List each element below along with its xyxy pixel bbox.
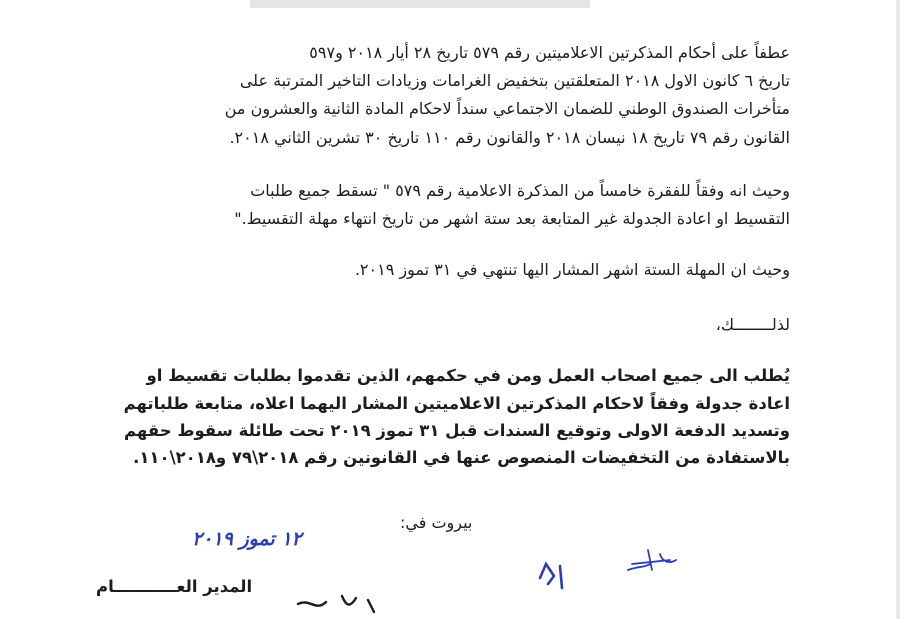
paragraph-line: تاريخ ٦ كانون الاول ٢٠١٨ المتعلقتين بتخفيض الغرامات وزيادات التاخير المترتبة على — [239, 71, 790, 90]
paragraph-line: القانون رقم ٧٩ تاريخ ١٨ نيسان ٢٠١٨ والقانون رقم ١١٠ تاريخ ٣٠ تشرين الثاني ٢٠١٨. — [229, 128, 790, 147]
request-line: بالاستفادة من التخفيضات المنصوص عنها في القانونين رقم ٢٠١٨\٧٩ و٢٠١٨\١١٠. — [133, 448, 790, 467]
signature-marks — [520, 540, 880, 619]
request-line: يُطلب الى جميع اصحاب العمل ومن في حكمهم، الذين تقدموا بطلبات تقسيط او — [146, 366, 790, 385]
paragraph-line: متأخرات الصندوق الوطني للضمان الاجتماعي سنداً لاحكام المادة الثانية والعشرون من — [224, 99, 790, 118]
signature-scribble — [290, 586, 400, 619]
paragraph-line: وحيث ان المهلة الستة اشهر المشار اليها تنتهي في ٣١ تموز ٢٠١٩. — [354, 260, 790, 279]
paragraph-line: وحيث انه وفقاً للفقرة خامساً من المذكرة الاعلامية رقم ٥٧٩ " تسقط جميع طلبات — [250, 181, 790, 200]
request-line: اعادة جدولة وفقاً لاحكام المذكرتين الاعلاميتين المشار اليهما اعلاه، متابعة طلباتهم — [123, 394, 790, 413]
handwritten-date: ١٢ تموز ٢٠١٩ — [192, 528, 302, 550]
scan-artifact — [250, 0, 590, 8]
director-label: المدير العـــــــــــام — [96, 577, 253, 596]
request-line: وتسديد الدفعة الاولى وتوقيع السندات قبل ٣١ تموز ٢٠١٩ تحت طائلة سقوط حقهم — [123, 421, 790, 440]
therefore-label: لذلــــــــك، — [715, 315, 790, 334]
page-edge — [896, 0, 900, 619]
paragraph-line: التقسيط او اعادة الجدولة غير المتابعة بعد ستة اشهر من تاريخ انتهاء مهلة التقسيط." — [234, 209, 790, 228]
paragraph-line: عطفاً على أحكام المذكرتين الاعلاميتين رقم ٥٧٩ تاريخ ٢٨ أيار ٢٠١٨ و٥٩٧ — [309, 43, 790, 62]
place-label: بيروت في: — [400, 513, 473, 532]
